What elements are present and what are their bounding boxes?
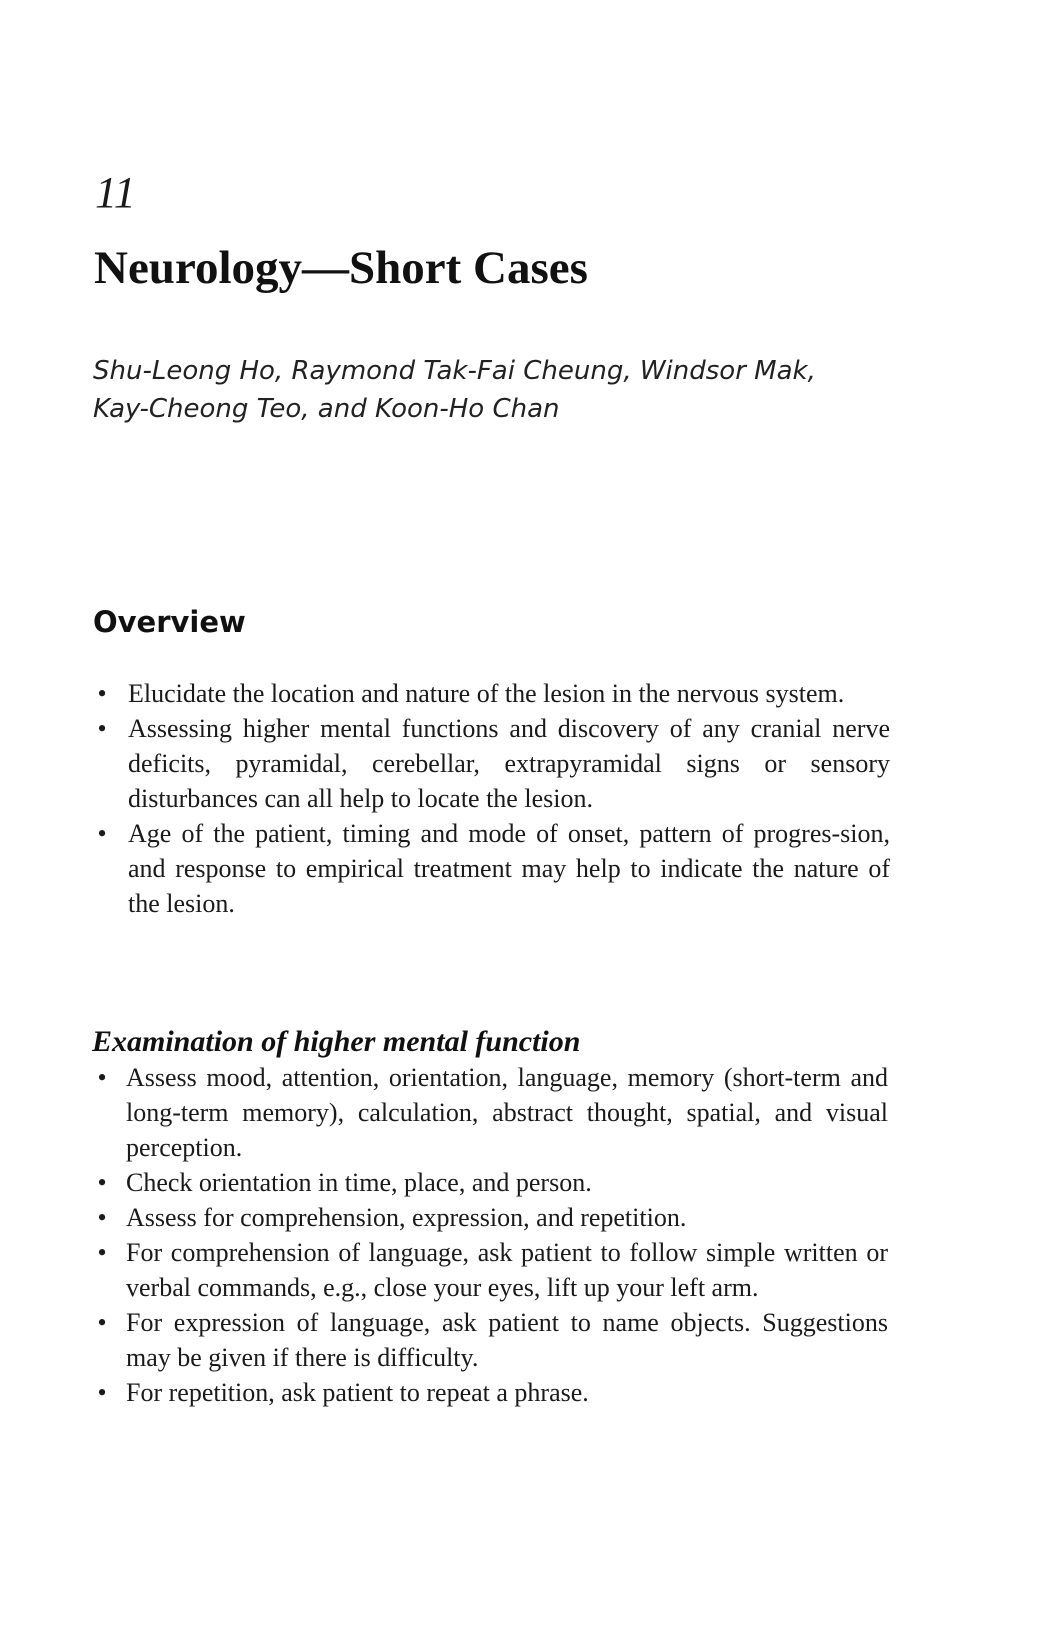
chapter-number: 11 — [95, 168, 136, 217]
list-item-text: For comprehension of language, ask patient to follow simple written or verbal commands, e.g., close your eyes, lift up your left arm. — [126, 1238, 888, 1302]
bullet-icon: • — [97, 1378, 107, 1407]
list-item — [0, 1305, 888, 1375]
list-item — [0, 1375, 888, 1410]
examination-heading: Examination of higher mental function — [92, 1025, 581, 1058]
chapter-authors — [93, 352, 893, 428]
authors-line-2: Kay-Cheong Teo, and Koon-Ho Chan — [93, 394, 560, 424]
bullet-icon: • — [97, 819, 107, 848]
bullet-icon: • — [97, 1063, 107, 1092]
examination-bullet-list — [0, 1060, 1039, 1410]
bullet-icon: • — [97, 714, 107, 743]
chapter-title: Neurology—Short Cases — [94, 242, 588, 294]
bullet-icon: • — [97, 1308, 107, 1337]
overview-bullet-list — [0, 676, 1039, 921]
list-item-text: For expression of language, ask patient to name objects. Suggestions may be given if there is difficulty. — [126, 1308, 888, 1372]
list-item-text: For repetition, ask patient to repeat a phrase. — [126, 1378, 589, 1407]
list-item — [0, 711, 890, 816]
authors-line-1: Shu-Leong Ho, Raymond Tak-Fai Cheung, Windsor Mak, — [93, 356, 816, 386]
list-item-text: Assessing higher mental functions and discovery of any cranial nerve deficits, pyramidal, cerebellar, extrapyramidal signs or sensory disturbances can all help to locate the lesion. — [128, 714, 890, 813]
bullet-icon: • — [97, 1203, 107, 1232]
list-item-text: Elucidate the location and nature of the lesion in the nervous system. — [128, 679, 845, 708]
list-item-text: Check orientation in time, place, and person. — [126, 1168, 592, 1197]
list-item — [0, 1235, 888, 1305]
list-item-text: Age of the patient, timing and mode of onset, pattern of progres-sion, and response to empirical treatment may help to indicate the nature of the lesion. — [128, 819, 890, 918]
list-item-text: Assess for comprehension, expression, and repetition. — [126, 1203, 687, 1232]
list-item — [0, 816, 890, 921]
bullet-icon: • — [97, 679, 107, 708]
list-item — [0, 1060, 888, 1165]
bullet-icon: • — [97, 1168, 107, 1197]
bullet-icon: • — [97, 1238, 107, 1267]
list-item — [0, 1165, 888, 1200]
list-item — [0, 676, 890, 711]
overview-heading: Overview — [93, 605, 246, 639]
list-item-text: Assess mood, attention, orientation, language, memory (short-term and long-term memory), calculation, abstract thought, spatial, and visual perception. — [126, 1063, 888, 1162]
list-item — [0, 1200, 888, 1235]
